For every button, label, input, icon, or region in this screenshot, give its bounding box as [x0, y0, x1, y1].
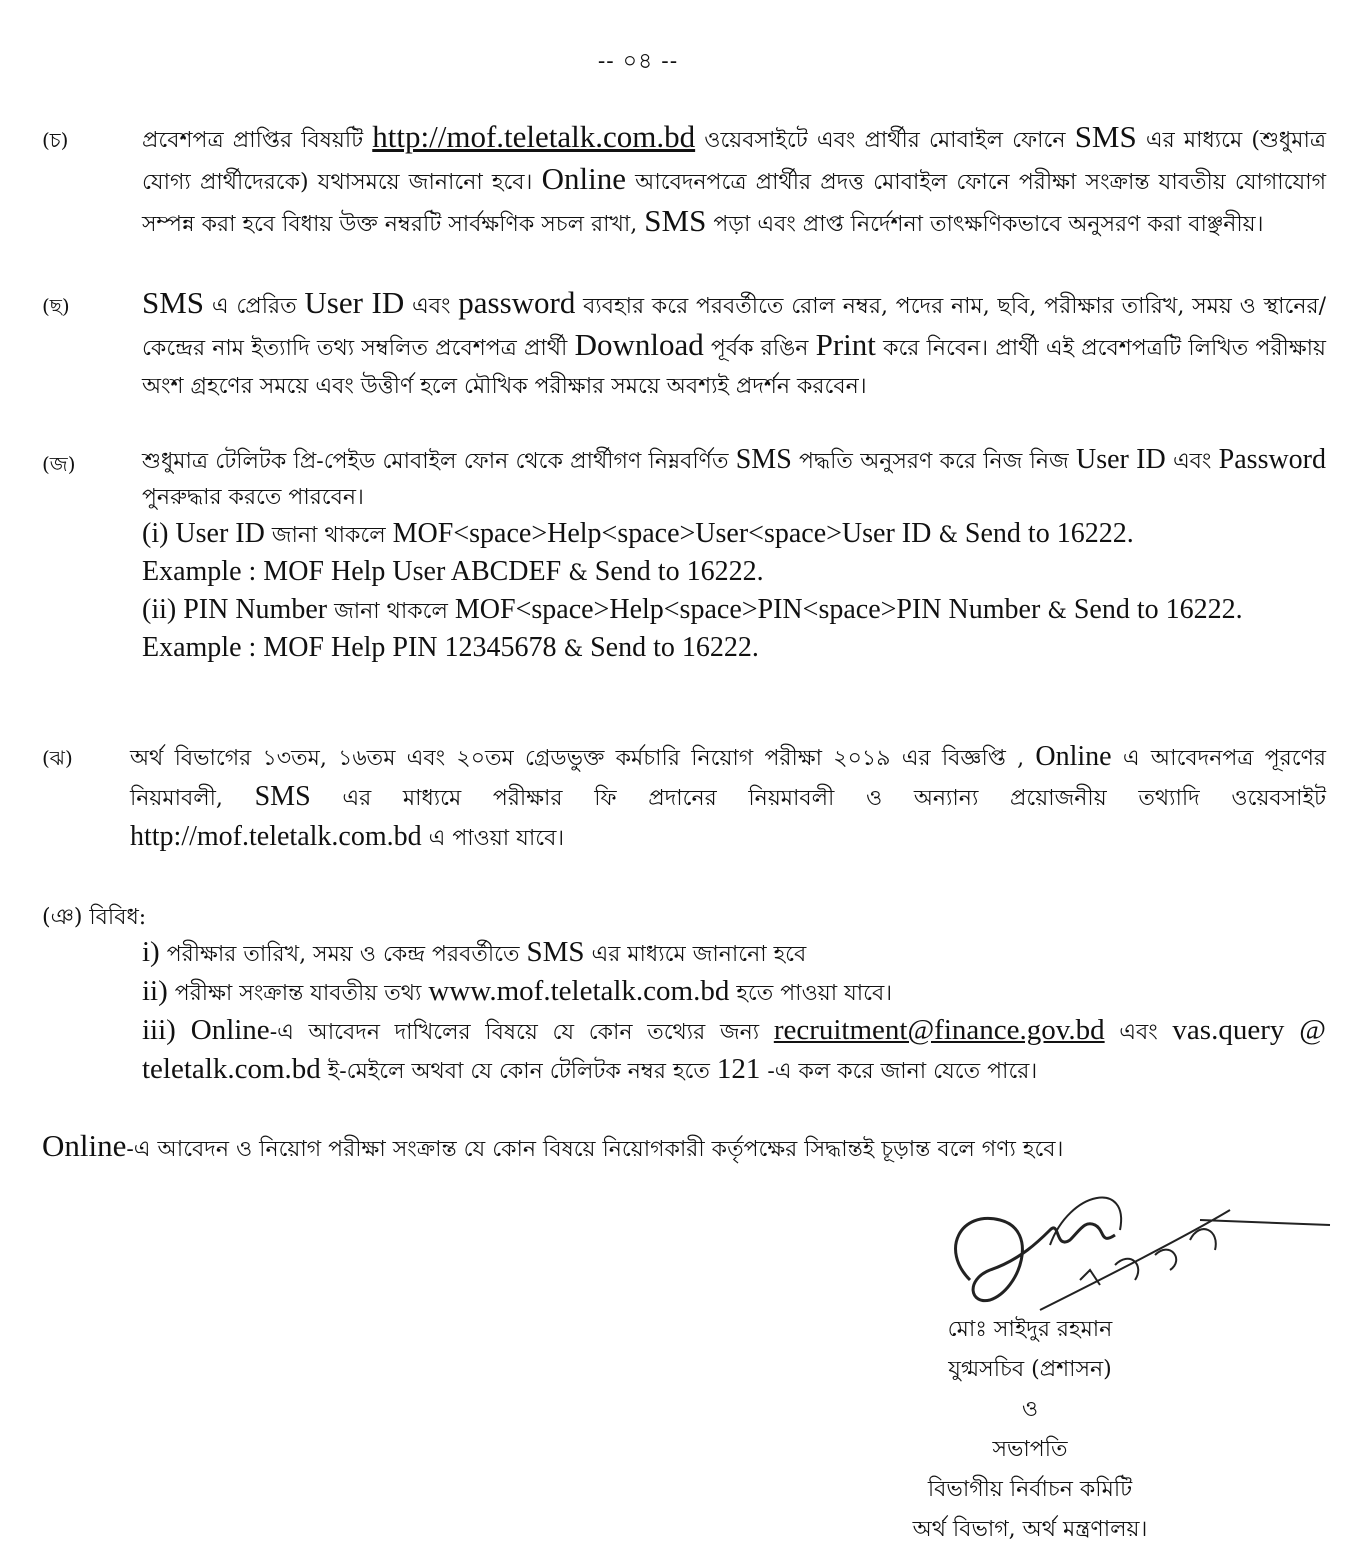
clause-body: প্রবেশপত্র প্রাপ্তির বিষয়টি http://mof.teletalk.com.bd ওয়েবসাইটে এবং প্রার্থীর মোবাইল ফোনে SMS এর মাধ্যমে (শুধুমাত্র যোগ্য প্রার্থীদেরকে) যথাসময়ে জানানো হবে। Online আবেদনপত্রে প্রার্থীর প্রদত্ত মোবাইল ফোনে পরীক্ষা সংক্রান্ত যাবতীয় যোগাযোগ সম্পন্ন করা হবে বিধায় উক্ত নম্বরটি সার্বক্ষণিক সচল রাখা, SMS পড়া এবং প্রাপ্ত নির্দেশনা তাৎক্ষণিকভাবে অনুসরণ করা বাঞ্ছনীয়। [142, 119, 1326, 238]
misc-heading: (ঞ) বিবিধ: [42, 905, 147, 930]
clause-body: শুধুমাত্র টেলিটক প্রি-পেইড মোবাইল ফোন থেকে প্রার্থীগণ নিম্নবর্ণিত SMS পদ্ধতি অনুসরণ করে নিজ নিজ User ID এবং Password পুনরুদ্ধার করতে পারবেন। (i) User ID জানা থাকলে MOF<space>Help<space>User<space>User ID & Send to 16222. Example : MOF Help User ABCDEF & Send to 16222. (ii) PIN Number জানা থাকলে MOF<space>Help<space>PIN<space>PIN Number & Send to 16222. Example : MOF Help PIN 12345678 & Send to 16222. [142, 442, 1326, 668]
clause-label: (জ) [42, 452, 76, 476]
final-note: Online-এ আবেদন ও নিয়োগ পরীক্ষা সংক্রান্ত যে কোন বিষয়ে নিয়োগকারী কর্তৃপক্ষের সিদ্ধান্তই চূড়ান্ত বলে গণ্য হবে। [42, 1128, 1064, 1163]
clause-label: (ছ) [42, 294, 70, 318]
signatory-title: যুগ্মসচিব (প্রশাসন) [948, 1357, 1112, 1382]
sms-step-pin: (ii) PIN Number জানা থাকলে MOF<space>Help<space>PIN<space>PIN Number & Send to 16222. [142, 594, 1243, 625]
sms-example-pin: Example : MOF Help PIN 12345678 & Send to 16222. [142, 632, 759, 663]
website-link[interactable]: www.mof.teletalk.com.bd [428, 975, 730, 1007]
website-link[interactable]: http://mof.teletalk.com.bd [130, 821, 422, 852]
clause-label: (ঝ) [42, 746, 73, 770]
sms-step-userid: (i) User ID জানা থাকলে MOF<space>Help<space>User<space>User ID & Send to 16222. [142, 518, 1134, 549]
signatory-role: সভাপতি [992, 1437, 1068, 1462]
email-link[interactable]: vas.query @ teletalk.com.bd [142, 1014, 1326, 1085]
signatory-committee: বিভাগীয় নির্বাচন কমিটি [927, 1477, 1133, 1502]
signatory-conjunction: ও [1021, 1397, 1039, 1422]
signature [930, 1170, 1340, 1320]
clause-label: (চ) [42, 128, 69, 152]
sms-example-userid: Example : MOF Help User ABCDEF & Send to 16222. [142, 556, 764, 587]
clause-body: অর্থ বিভাগের ১৩তম, ১৬তম এবং ২০তম গ্রেডভুক্ত কর্মচারি নিয়োগ পরীক্ষা ২০১৯ এর বিজ্ঞপ্তি , Online এ আবেদনপত্র পূরণের নিয়মাবলী, SMS এর মাধ্যমে পরীক্ষার ফি প্রদানের নিয়মাবলী ও অন্যান্য প্রয়োজনীয় তথ্যাদি ওয়েবসাইট http://mof.teletalk.com.bd এ পাওয়া যাবে। [130, 741, 1326, 852]
email-link[interactable]: recruitment@finance.gov.bd [773, 1014, 1105, 1046]
misc-item-3: iii) Online-এ আবেদন দাখিলের বিষয়ে যে কোন তথ্যের জন্য recruitment@finance.gov.bd এবং vas.query @ teletalk.com.bd ই-মেইলে অথবা যে কোন টেলিটক নম্বর হতে 121 -এ কল করে জানা যেতে পারে। [142, 1014, 1326, 1085]
signatory-name: মোঃ সাইদুর রহমান [947, 1317, 1113, 1342]
signatory-block [880, 1310, 1180, 1550]
signatory-office: অর্থ বিভাগ, অর্থ মন্ত্রণালয়। [912, 1517, 1148, 1542]
misc-item-1: i) পরীক্ষার তারিখ, সময় ও কেন্দ্র পরবর্তীতে SMS এর মাধ্যমে জানানো হবে [142, 936, 807, 968]
clause-body: SMS এ প্রেরিত User ID এবং password ব্যবহার করে পরবর্তীতে রোল নম্বর, পদের নাম, ছবি, পরীক্ষার তারিখ, সময় ও স্থানের/কেন্দ্রের নাম ইত্যাদি তথ্য সম্বলিত প্রবেশপত্র প্রার্থী Download পূর্বক রঙিন Print করে নিবেন। প্রার্থী এই প্রবেশপত্রটি লিখিত পরীক্ষায় অংশ গ্রহণের সময়ে এবং উত্তীর্ণ হলে মৌখিক পরীক্ষার সময়ে অবশ্যই প্রদর্শন করবেন। [142, 285, 1327, 399]
page-number: -- ০৪ -- [597, 49, 679, 74]
website-link[interactable]: http://mof.teletalk.com.bd [372, 119, 696, 154]
misc-item-2: ii) পরীক্ষা সংক্রান্ত যাবতীয় তথ্য www.mof.teletalk.com.bd হতে পাওয়া যাবে। [142, 975, 893, 1007]
